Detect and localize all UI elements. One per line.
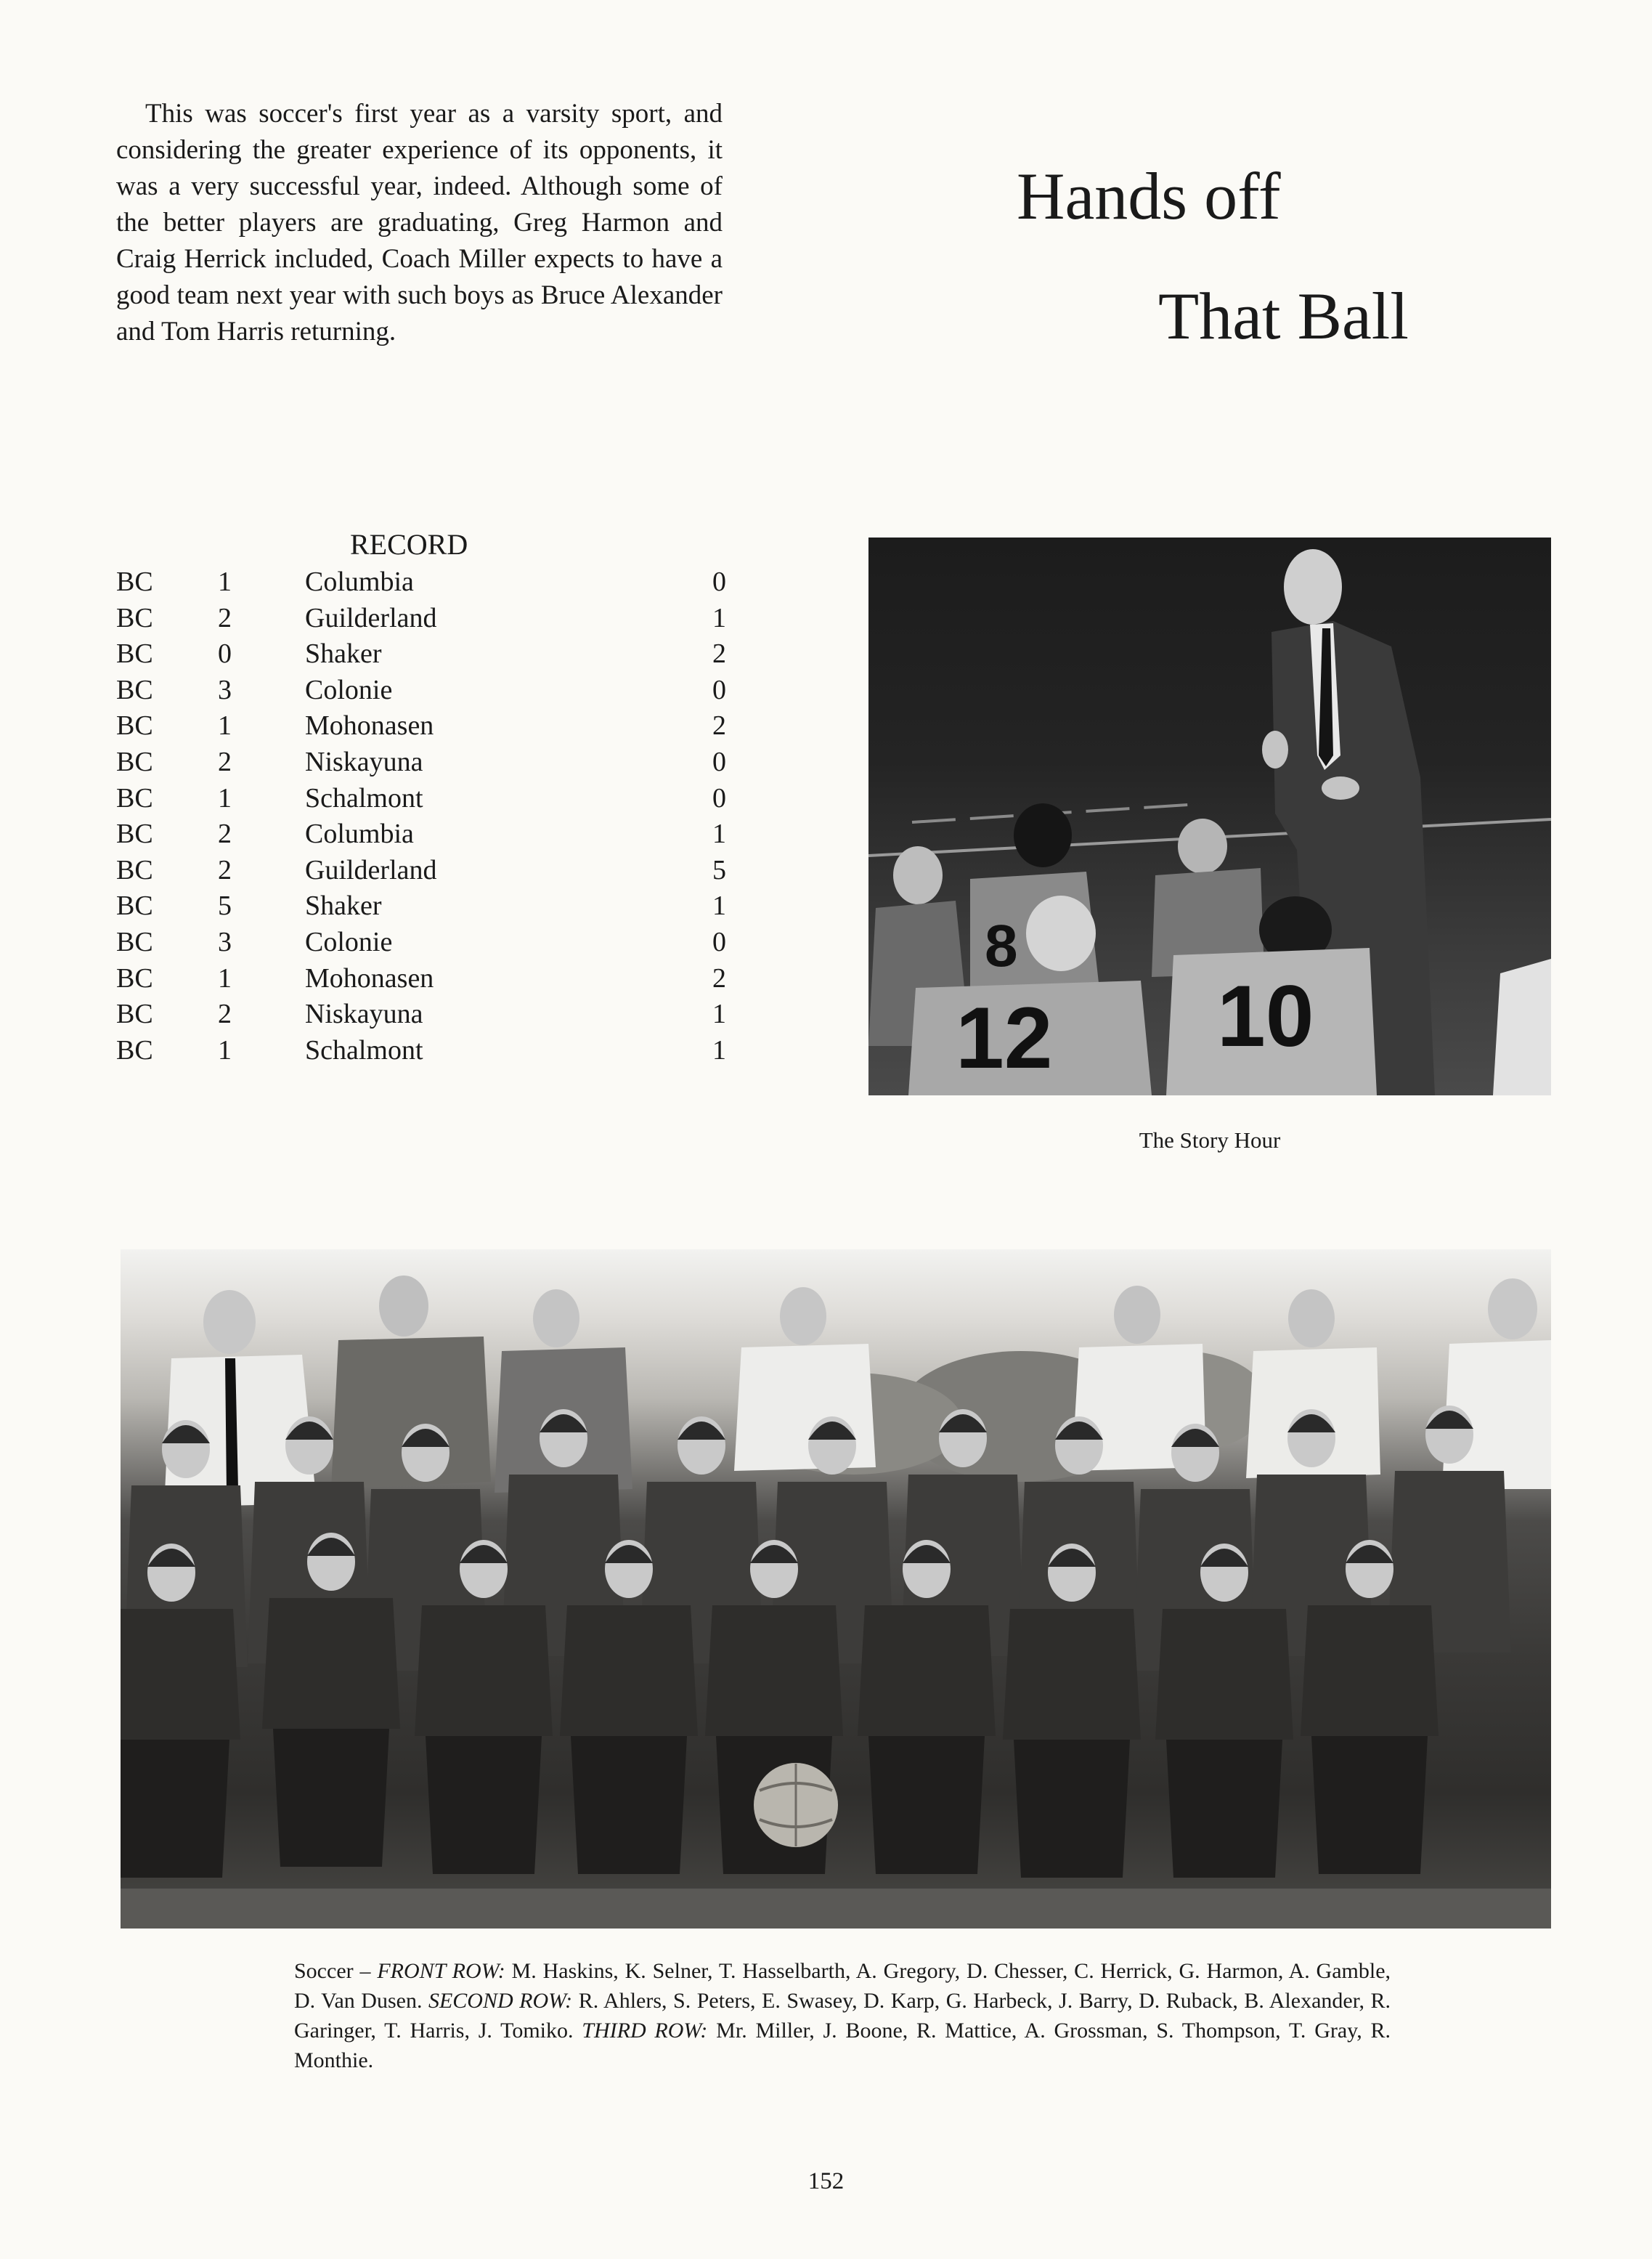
bc-score: 2 [218, 602, 232, 633]
opponent-score: 0 [712, 926, 726, 957]
record-row [116, 708, 726, 745]
jersey-number-12: 12 [956, 989, 1053, 1087]
record-row [116, 997, 726, 1033]
bc-score: 5 [218, 891, 232, 922]
opponent-name: Columbia [305, 819, 414, 850]
team-name: BC [116, 602, 153, 633]
soccer-team-photo [121, 1249, 1551, 1929]
bc-score: 1 [218, 710, 232, 742]
team-name: BC [116, 710, 153, 742]
opponent-score: 1 [712, 1034, 726, 1066]
team-name: BC [116, 782, 153, 814]
opponent-name: Shaker [305, 638, 382, 670]
opponent-score: 2 [712, 710, 726, 742]
bc-score: 3 [218, 674, 232, 705]
opponent-name: Mohonasen [305, 710, 434, 742]
player-legs [571, 1736, 687, 1874]
opponent-score: 0 [712, 674, 726, 705]
team-name: BC [116, 1034, 153, 1066]
opponent-score: 1 [712, 602, 726, 633]
opponent-name: Guilderland [305, 854, 437, 885]
team-name: BC [116, 854, 153, 885]
record-row [116, 564, 726, 601]
record-row [116, 925, 726, 961]
bc-score: 1 [218, 962, 232, 994]
record-row [116, 816, 726, 853]
opponent-name: Guilderland [305, 602, 437, 633]
page-number: 152 [807, 2168, 845, 2194]
jersey-number-10: 10 [1217, 968, 1314, 1065]
player-legs [1166, 1740, 1282, 1878]
player-legs [868, 1736, 985, 1874]
bc-score: 1 [218, 567, 232, 597]
team-name: BC [116, 638, 153, 670]
record-heading: RECORD [350, 528, 468, 561]
bc-score: 2 [218, 854, 232, 885]
page-title-line-2: That Ball [1158, 279, 1409, 353]
opponent-name: Shaker [305, 891, 382, 922]
team-name: BC [116, 962, 153, 994]
opponent-score: 0 [712, 746, 726, 777]
front-row-names: M. Haskins, K. Selner, T. Hasselbarth, A. Gregory, D. Chesser, C. Herrick, G. Harmon, A. Gamble, D. Van Dusen. [294, 1959, 1391, 2013]
opponent-score: 2 [712, 962, 726, 994]
opponent-score: 1 [712, 819, 726, 850]
record-row [116, 853, 726, 889]
front-row-label: FRONT ROW: [377, 1959, 505, 1983]
second-row-names: R. Ahlers, S. Peters, E. Swasey, D. Karp, G. Harbeck, J. Barry, D. Ruback, B. Alexander, R. Garinger, T. Harris, J. Tomiko. [294, 1989, 1391, 2043]
intro-paragraph: This was soccer's first year as a varsity sport, and considering the greater experience of its opponents, it was a very successful year, indeed. Although some of the better players are graduating, Greg Harmon and Craig Herrick included, Coach Miller expects to have a good team next year with such boys as Bruce Alexander and Tom Harris returning. [116, 99, 723, 346]
soccer-ball [754, 1763, 838, 1847]
team-name: BC [116, 819, 153, 850]
record-table [116, 564, 726, 1068]
team-name: BC [116, 674, 153, 705]
player-legs [1311, 1736, 1428, 1874]
record-row [116, 601, 726, 637]
opponent-name: Niskayuna [305, 999, 423, 1030]
record-row [116, 888, 726, 925]
story-hour-photo [868, 538, 1551, 1095]
opponent-score: 1 [712, 999, 726, 1030]
opponent-name: Niskayuna [305, 746, 423, 777]
record-row [116, 673, 726, 709]
record-row [116, 1033, 726, 1069]
player-legs [426, 1736, 542, 1874]
third-row-label: THIRD ROW: [582, 2019, 708, 2043]
record-row [116, 745, 726, 781]
record-row [116, 781, 726, 817]
player-legs [121, 1740, 229, 1878]
second-row-label: SECOND ROW: [428, 1989, 573, 2013]
opponent-name: Columbia [305, 567, 414, 597]
team-name: BC [116, 746, 153, 777]
bc-score: 1 [218, 782, 232, 814]
bc-score: 1 [218, 1034, 232, 1066]
opponent-name: Colonie [305, 926, 393, 957]
opponent-score: 5 [712, 854, 726, 885]
opponent-score: 2 [712, 638, 726, 670]
player-legs [273, 1729, 389, 1867]
team-name: BC [116, 926, 153, 957]
opponent-name: Schalmont [305, 1034, 423, 1066]
page-title-line-1: Hands off [1017, 159, 1281, 233]
third-row-names: Mr. Miller, J. Boone, R. Mattice, A. Grossman, S. Thompson, T. Gray, R. Monthie. [294, 2019, 1391, 2072]
opponent-score: 0 [712, 782, 726, 814]
opponent-name: Colonie [305, 674, 393, 705]
team-name: BC [116, 891, 153, 922]
team-name: BC [116, 567, 153, 597]
bc-score: 2 [218, 819, 232, 850]
story-hour-caption: The Story Hour [1139, 1127, 1281, 1153]
opponent-name: Mohonasen [305, 962, 434, 994]
bc-score: 0 [218, 638, 232, 670]
bc-score: 2 [218, 746, 232, 777]
record-row [116, 961, 726, 997]
opponent-name: Schalmont [305, 782, 423, 814]
opponent-score: 0 [712, 567, 726, 597]
record-row [116, 636, 726, 673]
team-name: BC [116, 999, 153, 1030]
player-legs [1014, 1740, 1130, 1878]
opponent-score: 1 [712, 891, 726, 922]
team-photo-caption [294, 1956, 1391, 2075]
bc-score: 2 [218, 999, 232, 1030]
bc-score: 3 [218, 926, 232, 957]
caption-lead: Soccer – [294, 1959, 378, 1983]
jersey-number-8: 8 [985, 913, 1018, 979]
